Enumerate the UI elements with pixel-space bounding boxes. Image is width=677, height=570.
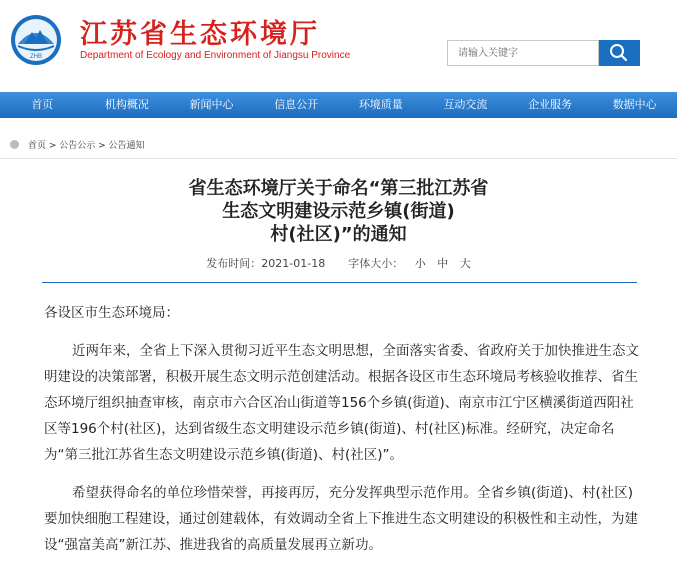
breadcrumb-bullet-icon <box>10 140 19 149</box>
article-salutation: 各设区市生态环境局： <box>44 305 179 321</box>
publish-date: 发布时间：2021-01-18 <box>206 257 326 270</box>
content-divider <box>0 158 677 159</box>
font-size-small-button[interactable]: 小 <box>414 257 426 270</box>
site-title-cn[interactable]: 江苏省生态环境厅 <box>80 19 320 50</box>
search-button[interactable] <box>599 40 640 66</box>
search-icon <box>599 40 640 66</box>
font-size-medium-button[interactable]: 中 <box>437 257 449 270</box>
breadcrumb-text[interactable]: 首页 > 公告公示 > 公告通知 <box>28 141 145 151</box>
article-body <box>44 300 639 570</box>
font-size-large-button[interactable]: 大 <box>459 257 471 270</box>
nav-item-home[interactable]: 首页 <box>31 98 54 111</box>
nav-item-news[interactable]: 新闻中心 <box>189 98 234 111</box>
article-title <box>100 177 577 246</box>
article-paragraph: 希望获得命名的单位珍惜荣誉，再接再厉，充分发挥典型示范作用。全省乡镇(街道)、村(社区)要加快细胞工程建设，通过创建载体，有效调动全省上下推进生态文明建设的积极性和主动性，为建设“强富美高”新江苏、推进我省的高质量发展再立新功。 <box>44 485 638 553</box>
nav-item-data-center[interactable]: 数据中心 <box>612 98 657 111</box>
nav-item-enterprise-service[interactable]: 企业服务 <box>528 98 573 111</box>
main-nav <box>0 92 677 118</box>
article-title-line-1: 省生态环境厅关于命名“第三批江苏省 <box>188 178 489 199</box>
article-meta <box>0 255 677 271</box>
article-title-line-2: 生态文明建设示范乡镇(街道) <box>222 201 455 222</box>
site-header <box>0 0 677 92</box>
article-paragraph: 近两年来，全省上下深入贯彻习近平生态文明思想，全面落实省委、省政府关于加快推进生态文明建设的决策部署，积极开展生态文明示范创建活动。根据各设区市生态环境局考核验收推荐、省生态环境厅组织抽查审核，南京市六合区冶山街道等156个乡镇(街道)、南京市江宁区横溪街道西阳社区等196个村(社区)，达到省级生态文明建设示范乡镇(街道)、村(社区)标准。经研究，决定命名为“第三批江苏省生态文明建设示范乡镇(街道)、村(社区)”。 <box>44 343 639 463</box>
search-box <box>447 40 640 66</box>
department-logo-icon[interactable] <box>10 14 62 66</box>
font-size-label: 字体大小： <box>348 257 404 270</box>
title-divider <box>42 282 637 283</box>
nav-item-interaction[interactable]: 互动交流 <box>443 98 488 111</box>
nav-item-disclosure[interactable]: 信息公开 <box>274 98 319 111</box>
article-title-line-3: 村(社区)”的通知 <box>270 224 407 245</box>
nav-item-organization[interactable]: 机构概况 <box>104 98 149 111</box>
search-input[interactable] <box>447 40 599 66</box>
site-title-en: Department of Ecology and Environment of Jiangsu Province <box>80 50 351 61</box>
logo-text: ZHB <box>30 54 42 60</box>
breadcrumb <box>0 136 677 154</box>
nav-item-environment-quality[interactable]: 环境质量 <box>358 98 403 111</box>
